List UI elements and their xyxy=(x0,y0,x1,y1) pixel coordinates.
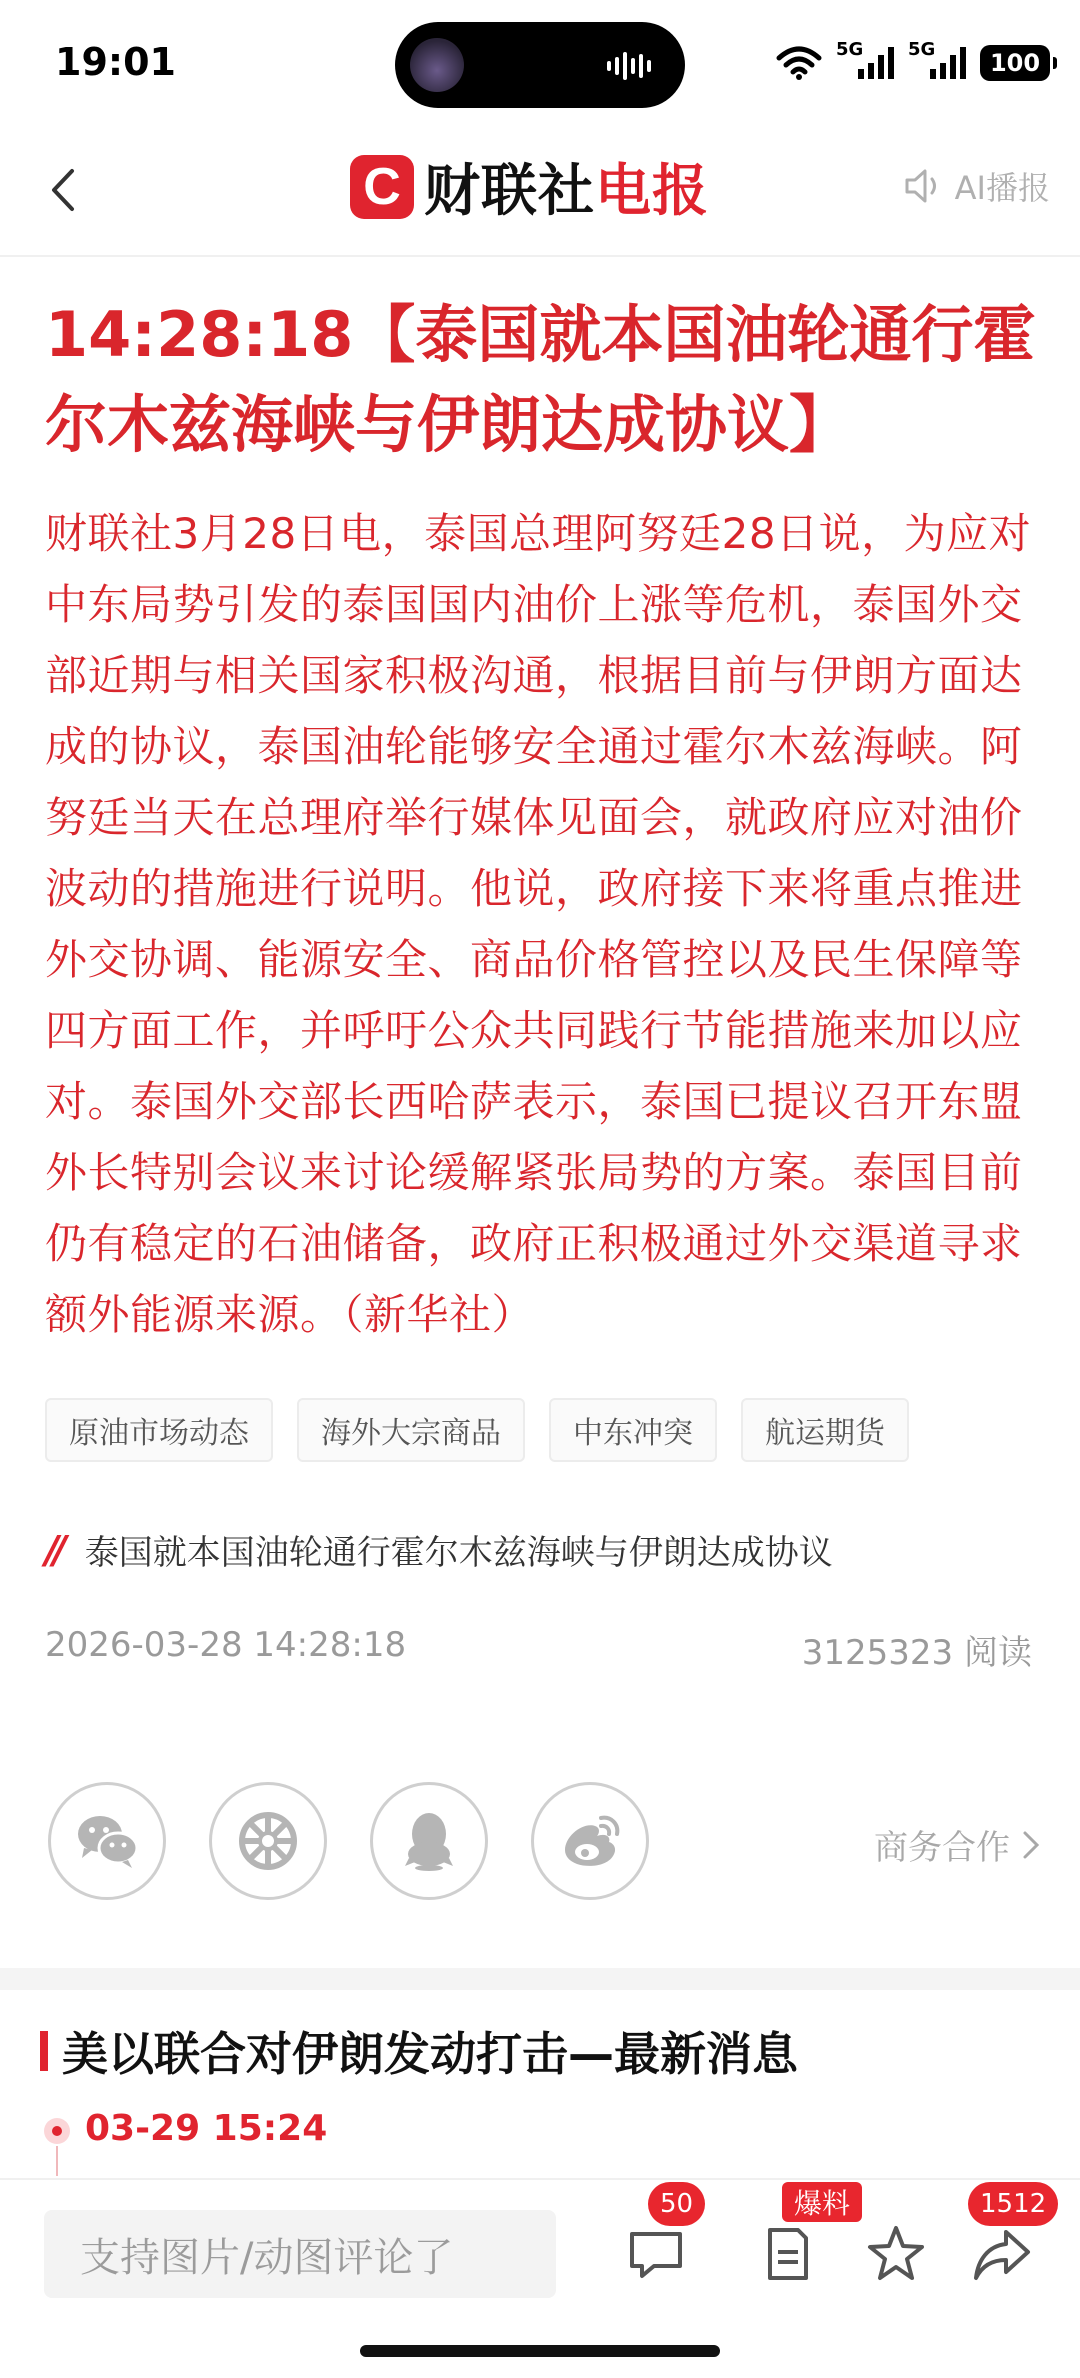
cellular-signal-2 xyxy=(908,39,966,79)
app-logo xyxy=(350,147,709,227)
dynamic-island xyxy=(395,22,685,108)
article-title: 14:28:18【泰国就本国油轮通行霍尔木兹海峡与伊朗达成协议】 xyxy=(45,298,1036,461)
document-icon xyxy=(756,2222,820,2286)
comment-input[interactable]: 支持图片/动图评论了 xyxy=(44,2210,556,2298)
share-arrow-icon xyxy=(970,2222,1034,2286)
comment-button[interactable] xyxy=(624,2222,688,2286)
share-row xyxy=(48,1782,649,1900)
share-moments-button[interactable] xyxy=(209,1782,327,1900)
share-qq-button[interactable] xyxy=(370,1782,488,1900)
weibo-icon xyxy=(557,1812,623,1870)
audio-wave-icon xyxy=(605,52,655,80)
tag-chip[interactable]: 海外大宗商品 xyxy=(297,1398,525,1462)
app-header xyxy=(0,125,1080,257)
business-cooperation-label: 商务合作 xyxy=(874,1828,1010,1868)
timeline-dot-icon xyxy=(44,2118,70,2144)
read-count: 3125323 阅读 xyxy=(801,1633,1032,1673)
share-button[interactable] xyxy=(970,2222,1034,2286)
timeline-line xyxy=(56,2146,58,2176)
speaker-icon xyxy=(901,164,945,208)
now-playing-thumbnail xyxy=(410,38,464,92)
cellular-signal-1 xyxy=(836,39,894,79)
back-button[interactable] xyxy=(40,165,90,215)
status-time: 19:01 xyxy=(55,40,176,84)
qq-icon xyxy=(403,1810,455,1872)
moments-icon xyxy=(236,1809,300,1873)
logo-text xyxy=(424,147,709,227)
status-bar xyxy=(0,0,1080,125)
report-badge: 爆料 xyxy=(782,2182,862,2222)
topic-text: 泰国就本国油轮通行霍尔木兹海峡与伊朗达成协议 xyxy=(84,1533,833,1573)
report-button[interactable] xyxy=(756,2222,820,2286)
related-topic-time: 03-29 15:24 xyxy=(85,2108,328,2149)
share-count-badge: 1512 xyxy=(968,2182,1058,2226)
battery-indicator: 100 xyxy=(980,45,1050,81)
favorite-button[interactable] xyxy=(864,2222,928,2286)
comment-icon xyxy=(624,2222,688,2286)
topic-slash-icon: // xyxy=(45,1527,61,1572)
home-indicator[interactable] xyxy=(360,2345,720,2357)
topic-link[interactable] xyxy=(45,1525,833,1574)
tag-chip[interactable]: 航运期货 xyxy=(741,1398,909,1462)
related-topic-header[interactable] xyxy=(40,2018,798,2084)
network-type-label: 5G xyxy=(908,39,936,60)
wifi-icon xyxy=(776,46,822,80)
publish-date: 2026-03-28 14:28:18 xyxy=(45,1625,407,1665)
tag-list xyxy=(45,1398,909,1462)
tag-chip[interactable]: 原油市场动态 xyxy=(45,1398,273,1462)
section-marker xyxy=(40,2031,48,2071)
logo-text-section: 电报 xyxy=(595,159,709,224)
share-wechat-button[interactable] xyxy=(48,1782,166,1900)
ai-broadcast-button[interactable] xyxy=(901,163,1050,209)
ai-broadcast-label: AI播报 xyxy=(954,169,1050,207)
logo-mark-icon: C xyxy=(350,155,414,219)
star-icon xyxy=(864,2222,928,2286)
related-topic-title: 美以联合对伊朗发动打击—最新消息 xyxy=(62,2027,798,2081)
chevron-right-icon xyxy=(1022,1830,1040,1860)
status-icons xyxy=(776,38,1050,88)
comment-count-badge: 50 xyxy=(648,2182,705,2226)
network-type-label: 5G xyxy=(836,39,864,60)
business-cooperation-link[interactable] xyxy=(874,1820,1040,1869)
wechat-icon xyxy=(74,1812,140,1870)
article-body: 财联社3月28日电，泰国总理阿努廷28日说，为应对中东局势引发的泰国国内油价上涨等危机，泰国外交部近期与相关国家积极沟通，根据目前与伊朗方面达成的协议，泰国油轮能够安全通过霍尔木兹海峡。阿努廷当天在总理府举行媒体见面会，就政府应对油价波动的措施进行说明。他说，政府接下来将重点推进外交协调、能源安全、商品价格管控以及民生保障等四方面工作，并呼吁公众共同践行节能措施来加以应对。泰国外交部长西哈萨表示，泰国已提议召开东盟外长特别会议来讨论缓解紧张局势的方案。泰国目前仍有稳定的石油储备，政府正积极通过外交渠道寻求额外能源来源。（新华社） xyxy=(45,509,1032,1339)
share-weibo-button[interactable] xyxy=(531,1782,649,1900)
logo-text-brand: 财联社 xyxy=(424,159,595,224)
section-divider xyxy=(0,1968,1080,1990)
tag-chip[interactable]: 中东冲突 xyxy=(549,1398,717,1462)
